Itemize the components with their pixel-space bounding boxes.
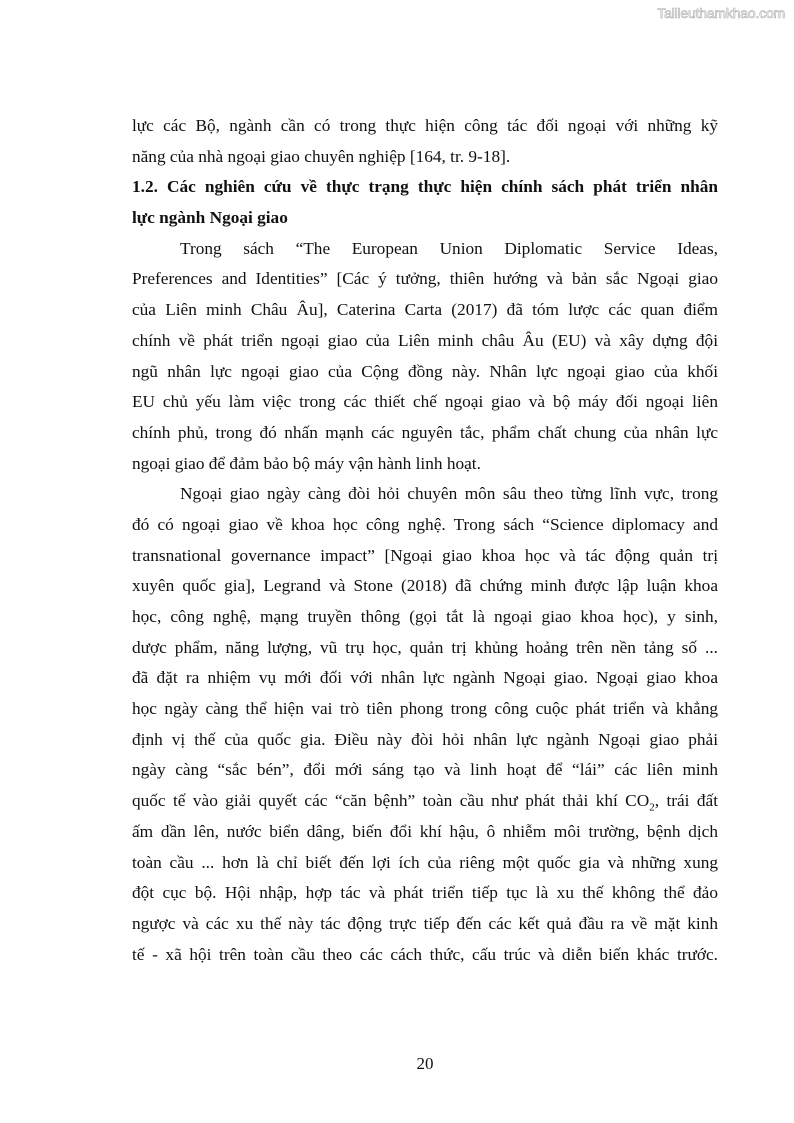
text-line: ngoại giao để đảm bảo bộ máy vận hành linh hoạt.	[132, 453, 481, 473]
document-body	[132, 111, 718, 970]
text-line: học, công nghệ, mạng truyền thông (gọi tắt là ngoại giao khoa học), y sinh,	[132, 607, 718, 626]
text-line: đó có ngoại giao về khoa học công nghệ. Trong sách “Science diplomacy and	[132, 514, 718, 534]
text-line: Preferences and Identities” [Các ý tưởng, thiên hướng và bản sắc Ngoại giao	[132, 269, 718, 289]
text-line: đột cục bộ. Hội nhập, hợp tác và phát triển tiếp tục là xu thế không thể đảo	[132, 883, 718, 903]
text-line: chính phủ, trong đó nhấn mạnh các nguyên tắc, phẩm chất chung của nhân lực	[132, 422, 718, 442]
text-line: chính về phát triển ngoại giao của Liên minh châu Âu (EU) và xây dựng đội	[132, 330, 718, 350]
text-line: lực các Bộ, ngành cần có trong thực hiện công tác đối ngoại với những kỹ	[132, 116, 718, 135]
text-line: tế - xã hội trên toàn cầu theo các cách thức, cấu trúc và diễn biến khác trước.	[132, 944, 718, 964]
text-line: ngày càng “sắc bén”, đổi mới sáng tạo và linh hoạt để “lái” các liên minh	[132, 760, 718, 780]
text-line: năng của nhà ngoại giao chuyên nghiệp [164, tr. 9-18].	[132, 146, 511, 166]
text-line: xuyên quốc gia], Legrand và Stone (2018) đã chứng minh được lập luận khoa	[132, 576, 718, 596]
text-line: đã đặt ra nhiệm vụ mới đối với nhân lực ngành Ngoại giao. Ngoại giao khoa	[132, 668, 718, 688]
text-segment: , trái đất	[654, 791, 718, 811]
text-segment: quốc tế vào giải quyết các “căn bệnh” toàn cầu như phát thải khí CO	[132, 791, 650, 811]
section-heading: lực ngành Ngoại giao	[132, 208, 288, 228]
text-line: học ngày càng thể hiện vai trò tiên phong trong công cuộc phát triển và khẳng	[132, 699, 718, 719]
text-line: Ngoại giao ngày càng đòi hỏi chuyên môn sâu theo từng lĩnh vực, trong	[180, 484, 718, 504]
subscript: 2	[649, 801, 655, 814]
text-line: ngũ nhân lực ngoại giao của Cộng đồng này. Nhân lực ngoại giao của khối	[132, 361, 718, 381]
watermark: Tailieuthamkhao.com	[657, 5, 785, 21]
text-line: EU chủ yếu làm việc trong các thiết chế ngoại giao và bộ máy đối ngoại liên	[132, 392, 718, 412]
text-line: dược phẩm, năng lượng, vũ trụ học, quản trị khủng hoảng trên nền tảng số ...	[132, 637, 718, 657]
text-line: của Liên minh Châu Âu], Caterina Carta (2017) đã tóm lược các quan điểm	[132, 300, 718, 320]
section-heading: 1.2. Các nghiên cứu về thực trạng thực hiện chính sách phát triển nhân	[132, 177, 718, 197]
text-line: ngược và các xu thế này tác động trực tiếp đến các kết quả đầu ra về mặt kinh	[132, 913, 718, 933]
text-line: transnational governance impact” [Ngoại giao khoa học và tác động quản trị	[132, 545, 718, 565]
text-line: ấm dần lên, nước biển dâng, biến đổi khí hậu, ô nhiễm môi trường, bệnh dịch	[132, 821, 718, 841]
text-line	[132, 786, 718, 817]
text-line: Trong sách “The European Union Diplomatic Service Ideas,	[180, 238, 718, 258]
page-number: 20	[416, 1054, 434, 1073]
text-line: toàn cầu ... hơn là chỉ biết đến lợi ích của riêng một quốc gia và những xung	[132, 852, 718, 872]
text-line: định vị thế của quốc gia. Điều này đòi hỏi nhân lực ngành Ngoại giao phải	[132, 729, 718, 749]
